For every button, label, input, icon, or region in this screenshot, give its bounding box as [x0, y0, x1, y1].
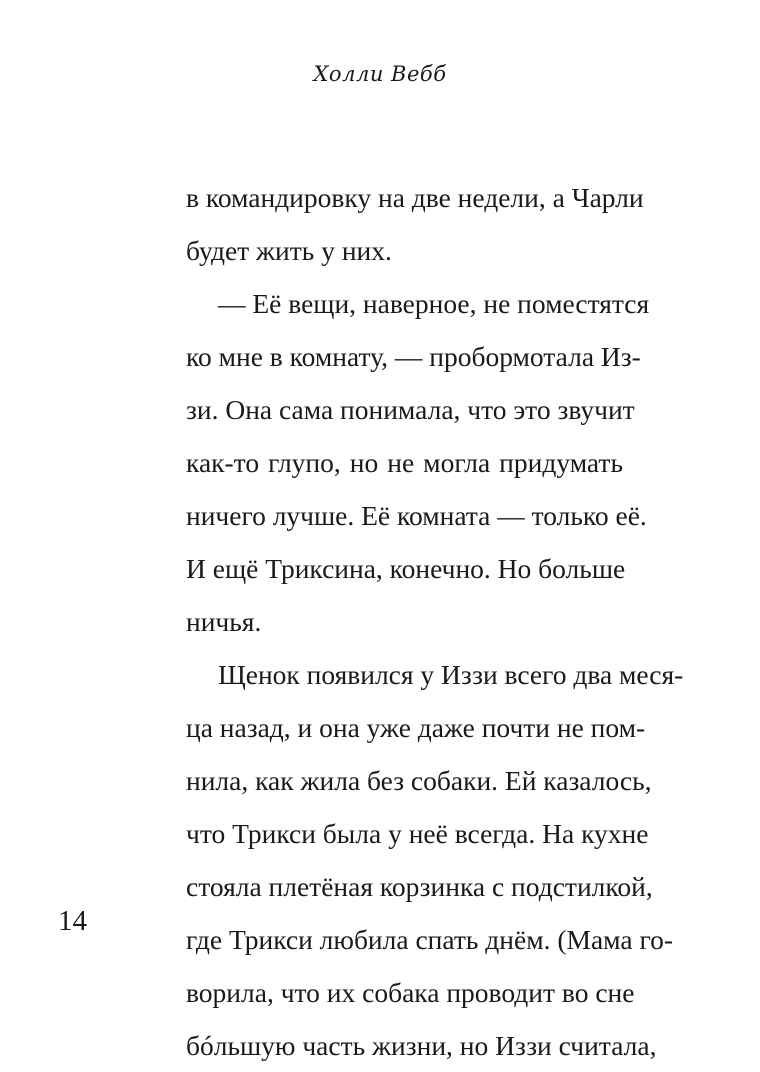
body-text: [186, 171, 684, 1072]
text-line-paragraph-start: — Её вещи, наверное, не поместятся: [218, 288, 650, 319]
text-line: будет жить у них.: [186, 235, 392, 266]
text-line: ничего лучше. Её комната — только её.: [186, 500, 647, 531]
running-header-author: Холли Вебб: [313, 62, 447, 86]
text-line: ко мне в комнату, — пробормотала Из-: [186, 341, 641, 372]
text-line: что Трикси была у неё всегда. На кухне: [186, 818, 649, 849]
text-line: И ещё Триксина, конечно. Но больше: [186, 553, 626, 584]
text-line: ворила, что их собака проводит во сне: [186, 977, 635, 1008]
text-line: где Трикси любила спать днём. (Мама го-: [186, 924, 673, 955]
text-line: нила, как жила без собаки. Ей казалось,: [186, 765, 652, 796]
text-line: стояла плетёная корзинка с подстилкой,: [186, 871, 653, 902]
text-line: ца назад, и она уже даже почти не пом-: [186, 712, 646, 743]
text-line: в командировку на две недели, а Чарли: [186, 182, 644, 213]
text-line: бóльшую часть жизни, но Иззи считала,: [186, 1030, 657, 1061]
text-line-paragraph-start: Щенок появился у Иззи всего два меся-: [218, 659, 684, 690]
page-number: 14: [58, 905, 87, 937]
text-line: зи. Она сама понимала, что это звучит: [186, 394, 635, 425]
text-line: ничья.: [186, 606, 262, 637]
text-line: как-то глупо, но не могла придумать: [186, 447, 623, 478]
